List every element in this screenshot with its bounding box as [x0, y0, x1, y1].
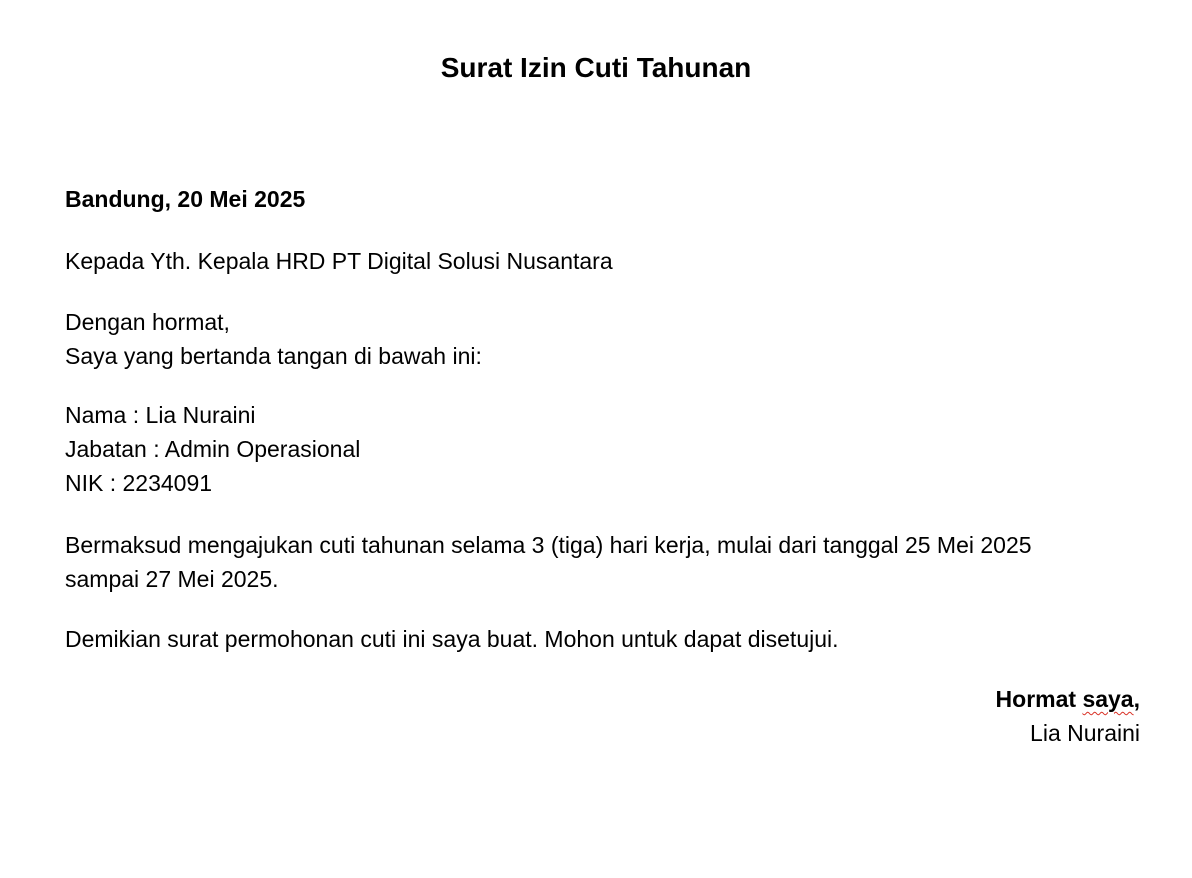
field-nik: NIK : 2234091 — [65, 470, 213, 496]
letter-title: Surat Izin Cuti Tahunan — [440, 52, 752, 83]
field-position: Jabatan : Admin Operasional — [65, 436, 361, 462]
request-paragraph-line-2: sampai 27 Mei 2025. — [65, 566, 279, 592]
greeting-line: Dengan hormat, — [65, 309, 230, 335]
recipient-line: Kepada Yth. Kepala HRD PT Digital Solusi Nusantara — [65, 248, 613, 274]
signer-name: Lia Nuraini — [1030, 720, 1140, 746]
closing-word-hormat: Hormat — [995, 686, 1077, 712]
closing-word-saya: saya — [1082, 686, 1134, 712]
closing-paragraph: Demikian surat permohonan cuti ini saya buat. Mohon untuk dapat disetujui. — [65, 626, 839, 652]
closing-salutation — [996, 682, 1140, 716]
request-paragraph-line-1: Bermaksud mengajukan cuti tahunan selama 3 (tiga) hari kerja, mulai dari tanggal 25 Mei 2025 — [65, 532, 1032, 558]
field-name: Nama : Lia Nuraini — [65, 402, 256, 428]
closing-punctuation: , — [1133, 686, 1140, 712]
date-line: Bandung, 20 Mei 2025 — [65, 186, 306, 212]
intro-line: Saya yang bertanda tangan di bawah ini: — [65, 343, 482, 369]
